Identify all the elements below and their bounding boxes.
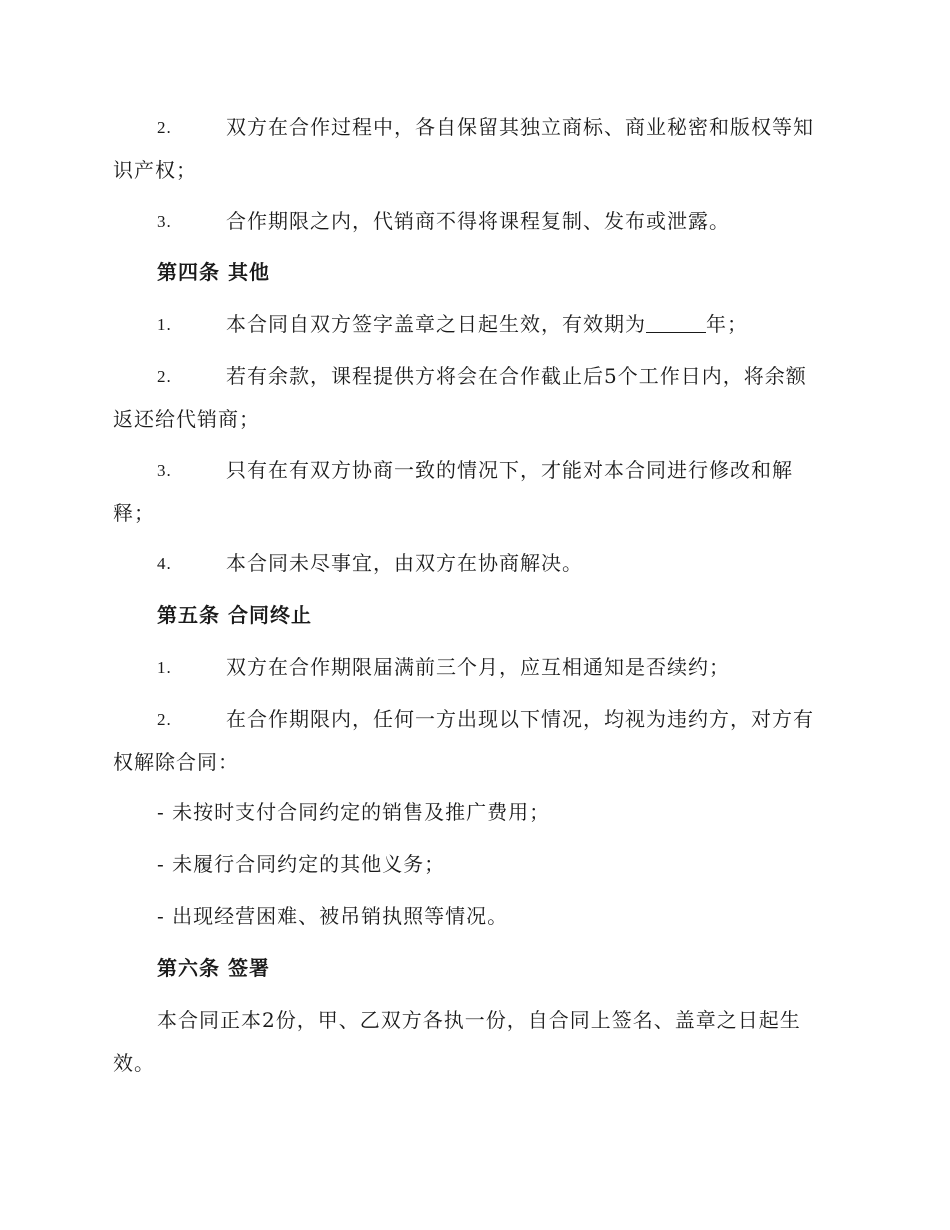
clause-number: 3. xyxy=(157,461,172,480)
clause-number: 1. xyxy=(157,658,172,677)
clause-text-continued: 权解除合同： xyxy=(113,750,239,774)
clause-text-before-blank: 本合同自双方签字盖章之日起生效，有效期为 xyxy=(226,312,646,336)
clause-text xyxy=(113,303,838,346)
clause-text: 双方在合作过程中，各自保留其独立商标、商业秘密和版权等知 xyxy=(226,115,814,139)
clause-3-2 xyxy=(113,106,838,192)
clause-4-4 xyxy=(113,542,838,585)
paragraph-text: 本合同正本2份，甲、乙双方各执一份，自合同上签名、盖章之日起生 xyxy=(157,1008,801,1032)
clause-text: 合作期限之内，代销商不得将课程复制、发布或泄露。 xyxy=(226,209,730,233)
clause-text: 本合同未尽事宜，由双方在协商解决。 xyxy=(226,551,583,575)
section-heading-6: 第六条 签署 xyxy=(157,956,270,980)
clause-text-continued: 释； xyxy=(113,501,155,525)
clause-text: 在合作期限内，任何一方出现以下情况，均视为违约方，对方有 xyxy=(226,707,814,731)
clause-4-2 xyxy=(113,355,838,441)
clause-number: 2. xyxy=(157,367,172,386)
clause-number: 2. xyxy=(157,710,172,729)
clause-5-2 xyxy=(113,698,838,784)
clause-text-continued: 返还给代销商； xyxy=(113,407,260,431)
clause-4-1 xyxy=(113,303,838,346)
clause-5-1 xyxy=(113,646,838,689)
clause-text-after-blank: 年； xyxy=(706,312,748,336)
bullet-item: - 未按时支付合同约定的销售及推广费用； xyxy=(157,800,551,824)
clause-number: 3. xyxy=(157,212,172,231)
paragraph-text-continued: 效。 xyxy=(113,1051,155,1075)
clause-number: 1. xyxy=(157,315,172,334)
clause-text: 双方在合作期限届满前三个月，应互相通知是否续约； xyxy=(226,655,730,679)
clause-3-3 xyxy=(113,200,838,243)
clause-number: 4. xyxy=(157,554,172,573)
fill-in-blank xyxy=(646,312,706,333)
clause-text-continued: 识产权； xyxy=(113,158,197,182)
bullet-item: - 未履行合同约定的其他义务； xyxy=(157,852,446,876)
section-heading-4: 第四条 其他 xyxy=(157,260,270,284)
clause-4-3 xyxy=(113,449,838,535)
signing-paragraph xyxy=(113,999,838,1085)
section-heading-5: 第五条 合同终止 xyxy=(157,603,312,627)
clause-text: 若有余款，课程提供方将会在合作截止后5个工作日内，将余额 xyxy=(226,364,807,388)
clause-text: 只有在有双方协商一致的情况下，才能对本合同进行修改和解 xyxy=(226,458,793,482)
clause-number: 2. xyxy=(157,118,172,137)
bullet-item: - 出现经营困难、被吊销执照等情况。 xyxy=(157,904,509,928)
